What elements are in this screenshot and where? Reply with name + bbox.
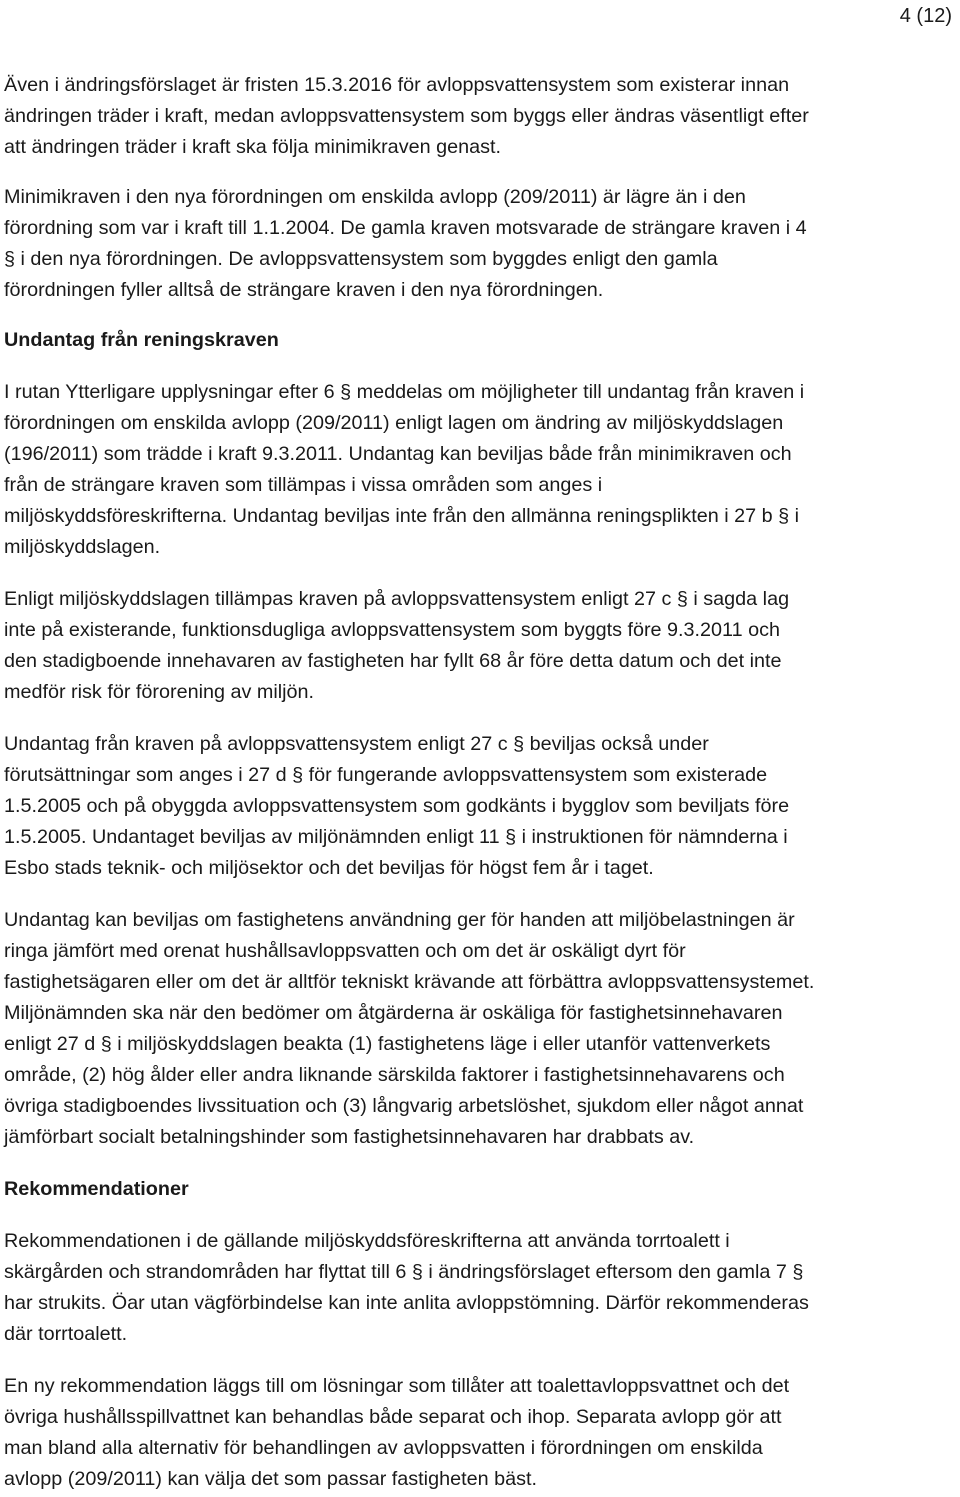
document-body xyxy=(4,70,956,1495)
paragraph-dry-toilet: Rekommendationen i de gällande miljöskyddsföreskrifterna att använda torrtoalett i skärgården och strandområden har flyttat till 6 § i ändringsförslaget eftersom den gamla 7 § har strukits. Öar utan vägförbindelse kan inte anlita avloppstömning. Därför rekommenderas där torrtoalett. xyxy=(4,1230,809,1345)
heading-exemptions: Undantag från reningskraven xyxy=(4,329,279,351)
page-number: 4 (12) xyxy=(899,5,952,27)
paragraph-new-recommendation: En ny rekommendation läggs till om lösningar som tillåter att toalettavloppsvattnet och det övriga hushållsspillvattnet kan behandlas både separat och ihop. Separata avlopp gör att man bland alla alternativ för behandlingen av avloppsvatten i förordningen om enskilda avlopp (209/2011) kan välja det som passar fastigheten bäst. xyxy=(4,1375,790,1490)
paragraph-minimum-requirements: Minimikraven i den nya förordningen om enskilda avlopp (209/2011) är lägre än i den förordning som var i kraft till 1.1.2004. De gamla kraven motsvarade de strängare kraven i 4 § i den nya förordningen. De avloppsvattensystem som byggdes enligt den gamla förordningen fyller alltså de strängare kraven i den nya förordningen. xyxy=(4,186,807,301)
paragraph-existing-systems: Enligt miljöskyddslagen tillämpas kraven på avloppsvattensystem enligt 27 c § i sagda lag inte på existerande, funktionsdugliga avloppsvattensystem som byggts före 9.3.2011 och den stadigboende innehavaren av fastigheten har fyllt 68 år före detta datum och det inte medför risk för förorening av miljön. xyxy=(4,588,790,703)
heading-recommendations: Rekommendationer xyxy=(4,1178,189,1200)
paragraph-deadline: Även i ändringsförslaget är fristen 15.3.2016 för avloppsvattensystem som existerar innan ändringen träder i kraft, medan avloppsvattensystem som byggs eller ändras väsentligt efter att ändringen träder i kraft ska följa minimikraven genast. xyxy=(4,74,809,158)
paragraph-exemption-criteria: Undantag kan beviljas om fastighetens användning ger för handen att miljöbelastningen är ringa jämfört med orenat hushållsavloppsvatten och om det är oskäligt dyrt för fastighetsägaren eller om det är alltför tekniskt krävande att förbättra avloppsvattensystemet. Miljönämnden ska när den bedömer om åtgärderna är oskäliga för fastighetsinnehavaren enligt 27 d § i miljöskyddslagen beakta (1) fastighetens läge i eller utanför vattenverkets område, (2) hög ålder eller andra liknande särskilda faktorer i fastighetsinnehavarens och övriga stadigboendes livssituation och (3) långvarig arbetslöshet, sjukdom eller något annat jämförbart socialt betalningshinder som fastighetsinnehavaren har drabbats av. xyxy=(4,909,815,1148)
paragraph-exemption-info: I rutan Ytterligare upplysningar efter 6 § meddelas om möjligheter till undantag från kraven i förordningen om enskilda avlopp (209/2011) enligt lagen om ändring av miljöskyddslagen (196/2011) som trädde i kraft 9.3.2011. Undantag kan beviljas både från minimikraven och från de strängare kraven som tillämpas i vissa områden som anges i miljöskyddsföreskrifterna. Undantag beviljas inte från den allmänna reningsplikten i 27 b § i miljöskyddslagen. xyxy=(4,381,805,558)
paragraph-exemption-conditions: Undantag från kraven på avloppsvattensystem enligt 27 c § beviljas också under förutsättningar som anges i 27 d § för fungerande avloppsvattensystem som existerade 1.5.2005 och på obyggda avloppsvattensystem som godkänts i bygglov som beviljats före 1.5.2005. Undantaget beviljas av miljönämnden enligt 11 § i instruktionen för nämnderna i Esbo stads teknik- och miljösektor och det beviljas för högst fem år i taget. xyxy=(4,733,790,879)
